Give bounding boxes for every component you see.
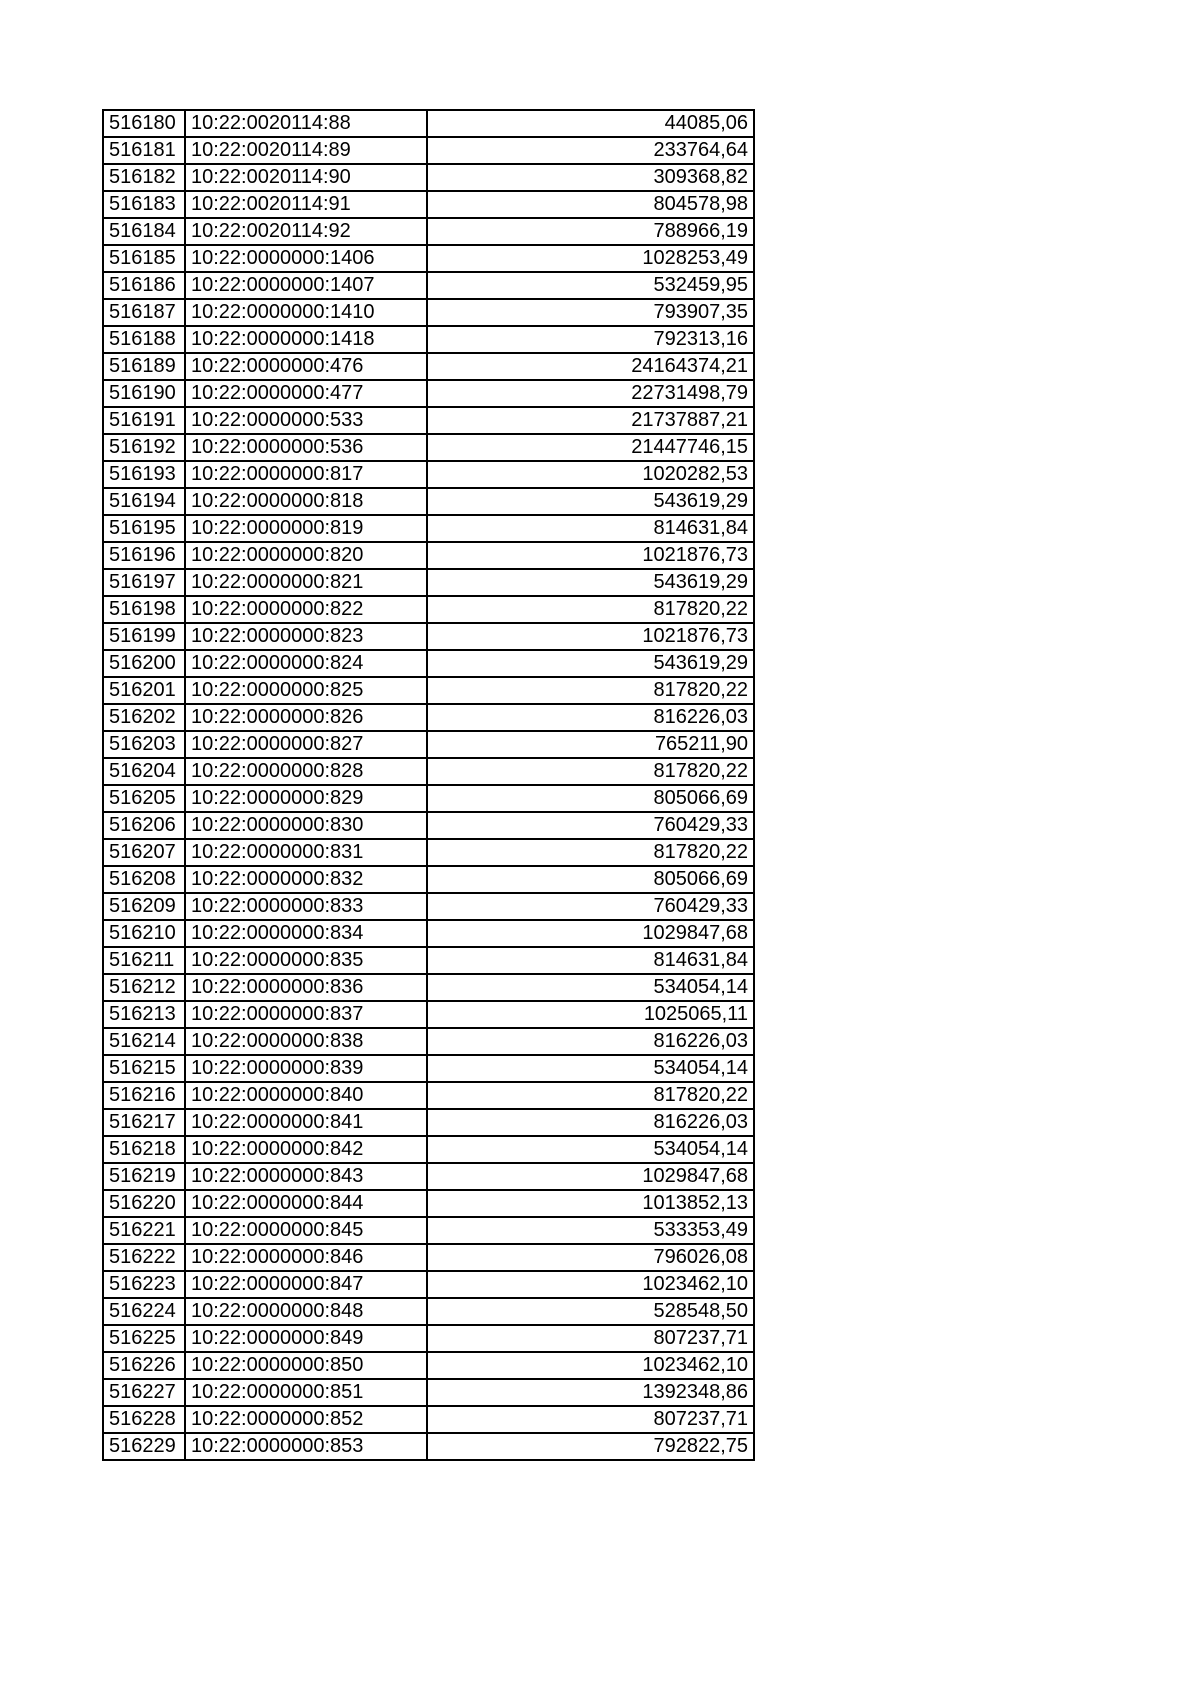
value-cell: 807237,71 [427, 1406, 754, 1433]
row-number-cell: 516181 [103, 137, 185, 164]
cadastral-number-cell: 10:22:0000000:848 [185, 1298, 427, 1325]
value-cell: 21737887,21 [427, 407, 754, 434]
cadastral-number-cell: 10:22:0000000:818 [185, 488, 427, 515]
row-number-cell: 516219 [103, 1163, 185, 1190]
table-row [103, 1298, 754, 1325]
value-cell: 817820,22 [427, 677, 754, 704]
value-cell: 816226,03 [427, 1109, 754, 1136]
value-cell: 543619,29 [427, 650, 754, 677]
table-row [103, 326, 754, 353]
cadastral-value-table [102, 109, 755, 1461]
table-row [103, 758, 754, 785]
cadastral-number-cell: 10:22:0000000:850 [185, 1352, 427, 1379]
cadastral-number-cell: 10:22:0000000:477 [185, 380, 427, 407]
row-number-cell: 516202 [103, 704, 185, 731]
table-row [103, 893, 754, 920]
value-cell: 796026,08 [427, 1244, 754, 1271]
table-row [103, 677, 754, 704]
cadastral-number-cell: 10:22:0000000:828 [185, 758, 427, 785]
cadastral-number-cell: 10:22:0000000:838 [185, 1028, 427, 1055]
row-number-cell: 516190 [103, 380, 185, 407]
row-number-cell: 516222 [103, 1244, 185, 1271]
table-row [103, 866, 754, 893]
cadastral-number-cell: 10:22:0000000:840 [185, 1082, 427, 1109]
cadastral-number-cell: 10:22:0000000:822 [185, 596, 427, 623]
value-cell: 22731498,79 [427, 380, 754, 407]
row-number-cell: 516214 [103, 1028, 185, 1055]
row-number-cell: 516209 [103, 893, 185, 920]
table-row [103, 920, 754, 947]
cadastral-number-cell: 10:22:0000000:833 [185, 893, 427, 920]
value-cell: 805066,69 [427, 866, 754, 893]
row-number-cell: 516221 [103, 1217, 185, 1244]
value-cell: 534054,14 [427, 1136, 754, 1163]
table-row [103, 218, 754, 245]
value-cell: 24164374,21 [427, 353, 754, 380]
cadastral-number-cell: 10:22:0020114:91 [185, 191, 427, 218]
row-number-cell: 516227 [103, 1379, 185, 1406]
row-number-cell: 516196 [103, 542, 185, 569]
cadastral-number-cell: 10:22:0000000:852 [185, 1406, 427, 1433]
table-row [103, 569, 754, 596]
table-row [103, 1271, 754, 1298]
table-row [103, 1433, 754, 1460]
table-row [103, 812, 754, 839]
cadastral-number-cell: 10:22:0000000:834 [185, 920, 427, 947]
table-row [103, 1055, 754, 1082]
row-number-cell: 516198 [103, 596, 185, 623]
value-cell: 760429,33 [427, 812, 754, 839]
cadastral-number-cell: 10:22:0000000:826 [185, 704, 427, 731]
value-cell: 807237,71 [427, 1325, 754, 1352]
row-number-cell: 516199 [103, 623, 185, 650]
table-row [103, 1352, 754, 1379]
value-cell: 534054,14 [427, 974, 754, 1001]
table-row [103, 1028, 754, 1055]
cadastral-number-cell: 10:22:0000000:835 [185, 947, 427, 974]
cadastral-number-cell: 10:22:0000000:837 [185, 1001, 427, 1028]
row-number-cell: 516207 [103, 839, 185, 866]
row-number-cell: 516180 [103, 110, 185, 137]
table-row [103, 731, 754, 758]
table-row [103, 1190, 754, 1217]
cadastral-number-cell: 10:22:0000000:825 [185, 677, 427, 704]
value-cell: 534054,14 [427, 1055, 754, 1082]
value-cell: 1392348,86 [427, 1379, 754, 1406]
cadastral-number-cell: 10:22:0000000:817 [185, 461, 427, 488]
table-row [103, 1109, 754, 1136]
table-row [103, 785, 754, 812]
row-number-cell: 516193 [103, 461, 185, 488]
row-number-cell: 516204 [103, 758, 185, 785]
cadastral-number-cell: 10:22:0000000:846 [185, 1244, 427, 1271]
value-cell: 1023462,10 [427, 1352, 754, 1379]
cadastral-number-cell: 10:22:0000000:845 [185, 1217, 427, 1244]
value-cell: 532459,95 [427, 272, 754, 299]
value-cell: 1029847,68 [427, 920, 754, 947]
row-number-cell: 516229 [103, 1433, 185, 1460]
value-cell: 1029847,68 [427, 1163, 754, 1190]
row-number-cell: 516205 [103, 785, 185, 812]
value-cell: 1025065,11 [427, 1001, 754, 1028]
cadastral-number-cell: 10:22:0000000:839 [185, 1055, 427, 1082]
cadastral-number-cell: 10:22:0000000:1410 [185, 299, 427, 326]
table-row [103, 947, 754, 974]
cadastral-number-cell: 10:22:0000000:836 [185, 974, 427, 1001]
cadastral-number-cell: 10:22:0000000:824 [185, 650, 427, 677]
value-cell: 1013852,13 [427, 1190, 754, 1217]
table-row [103, 1217, 754, 1244]
value-cell: 817820,22 [427, 1082, 754, 1109]
value-cell: 309368,82 [427, 164, 754, 191]
row-number-cell: 516187 [103, 299, 185, 326]
cadastral-number-cell: 10:22:0000000:1406 [185, 245, 427, 272]
cadastral-number-cell: 10:22:0000000:851 [185, 1379, 427, 1406]
value-cell: 793907,35 [427, 299, 754, 326]
table-row [103, 461, 754, 488]
row-number-cell: 516194 [103, 488, 185, 515]
table-row [103, 110, 754, 137]
value-cell: 804578,98 [427, 191, 754, 218]
value-cell: 1020282,53 [427, 461, 754, 488]
value-cell: 533353,49 [427, 1217, 754, 1244]
value-cell: 816226,03 [427, 1028, 754, 1055]
row-number-cell: 516216 [103, 1082, 185, 1109]
value-cell: 760429,33 [427, 893, 754, 920]
row-number-cell: 516226 [103, 1352, 185, 1379]
value-cell: 1028253,49 [427, 245, 754, 272]
table-row [103, 434, 754, 461]
value-cell: 1021876,73 [427, 623, 754, 650]
cadastral-number-cell: 10:22:0000000:821 [185, 569, 427, 596]
table-row [103, 974, 754, 1001]
table-row [103, 164, 754, 191]
row-number-cell: 516197 [103, 569, 185, 596]
table-row [103, 407, 754, 434]
value-cell: 1023462,10 [427, 1271, 754, 1298]
row-number-cell: 516200 [103, 650, 185, 677]
cadastral-number-cell: 10:22:0000000:847 [185, 1271, 427, 1298]
cadastral-number-cell: 10:22:0000000:1407 [185, 272, 427, 299]
cadastral-number-cell: 10:22:0020114:90 [185, 164, 427, 191]
cadastral-number-cell: 10:22:0000000:820 [185, 542, 427, 569]
table-row [103, 272, 754, 299]
row-number-cell: 516224 [103, 1298, 185, 1325]
value-cell: 814631,84 [427, 515, 754, 542]
cadastral-number-cell: 10:22:0000000:823 [185, 623, 427, 650]
table-row [103, 1082, 754, 1109]
table-row [103, 542, 754, 569]
table-body [103, 110, 754, 1460]
cadastral-number-cell: 10:22:0020114:88 [185, 110, 427, 137]
value-cell: 543619,29 [427, 569, 754, 596]
value-cell: 44085,06 [427, 110, 754, 137]
cadastral-number-cell: 10:22:0020114:92 [185, 218, 427, 245]
table-row [103, 1379, 754, 1406]
table-row [103, 596, 754, 623]
row-number-cell: 516228 [103, 1406, 185, 1433]
cadastral-number-cell: 10:22:0000000:830 [185, 812, 427, 839]
value-cell: 1021876,73 [427, 542, 754, 569]
value-cell: 21447746,15 [427, 434, 754, 461]
table-row [103, 623, 754, 650]
row-number-cell: 516188 [103, 326, 185, 353]
table-row [103, 245, 754, 272]
value-cell: 817820,22 [427, 596, 754, 623]
cadastral-number-cell: 10:22:0000000:844 [185, 1190, 427, 1217]
row-number-cell: 516192 [103, 434, 185, 461]
value-cell: 788966,19 [427, 218, 754, 245]
table-row [103, 1244, 754, 1271]
row-number-cell: 516183 [103, 191, 185, 218]
value-cell: 792313,16 [427, 326, 754, 353]
row-number-cell: 516225 [103, 1325, 185, 1352]
value-cell: 528548,50 [427, 1298, 754, 1325]
row-number-cell: 516191 [103, 407, 185, 434]
cadastral-number-cell: 10:22:0000000:849 [185, 1325, 427, 1352]
row-number-cell: 516184 [103, 218, 185, 245]
row-number-cell: 516186 [103, 272, 185, 299]
table-row [103, 137, 754, 164]
cadastral-number-cell: 10:22:0000000:819 [185, 515, 427, 542]
value-cell: 543619,29 [427, 488, 754, 515]
row-number-cell: 516182 [103, 164, 185, 191]
row-number-cell: 516210 [103, 920, 185, 947]
row-number-cell: 516201 [103, 677, 185, 704]
value-cell: 816226,03 [427, 704, 754, 731]
cadastral-number-cell: 10:22:0000000:842 [185, 1136, 427, 1163]
row-number-cell: 516212 [103, 974, 185, 1001]
table-row [103, 488, 754, 515]
cadastral-number-cell: 10:22:0020114:89 [185, 137, 427, 164]
table-row [103, 353, 754, 380]
cadastral-number-cell: 10:22:0000000:832 [185, 866, 427, 893]
row-number-cell: 516189 [103, 353, 185, 380]
table-row [103, 299, 754, 326]
cadastral-number-cell: 10:22:0000000:1418 [185, 326, 427, 353]
cadastral-number-cell: 10:22:0000000:829 [185, 785, 427, 812]
cadastral-number-cell: 10:22:0000000:476 [185, 353, 427, 380]
value-cell: 817820,22 [427, 839, 754, 866]
table-row [103, 1325, 754, 1352]
row-number-cell: 516195 [103, 515, 185, 542]
value-cell: 765211,90 [427, 731, 754, 758]
table-row [103, 191, 754, 218]
value-cell: 792822,75 [427, 1433, 754, 1460]
row-number-cell: 516203 [103, 731, 185, 758]
table-row [103, 839, 754, 866]
row-number-cell: 516215 [103, 1055, 185, 1082]
row-number-cell: 516220 [103, 1190, 185, 1217]
table-row [103, 380, 754, 407]
row-number-cell: 516213 [103, 1001, 185, 1028]
table-row [103, 650, 754, 677]
row-number-cell: 516218 [103, 1136, 185, 1163]
cadastral-number-cell: 10:22:0000000:853 [185, 1433, 427, 1460]
value-cell: 805066,69 [427, 785, 754, 812]
table-row [103, 515, 754, 542]
row-number-cell: 516206 [103, 812, 185, 839]
value-cell: 817820,22 [427, 758, 754, 785]
cadastral-number-cell: 10:22:0000000:841 [185, 1109, 427, 1136]
cadastral-number-cell: 10:22:0000000:831 [185, 839, 427, 866]
cadastral-number-cell: 10:22:0000000:536 [185, 434, 427, 461]
table-row [103, 1136, 754, 1163]
row-number-cell: 516185 [103, 245, 185, 272]
value-cell: 814631,84 [427, 947, 754, 974]
value-cell: 233764,64 [427, 137, 754, 164]
row-number-cell: 516223 [103, 1271, 185, 1298]
row-number-cell: 516211 [103, 947, 185, 974]
cadastral-number-cell: 10:22:0000000:843 [185, 1163, 427, 1190]
row-number-cell: 516208 [103, 866, 185, 893]
row-number-cell: 516217 [103, 1109, 185, 1136]
table-row [103, 1163, 754, 1190]
table-row [103, 1406, 754, 1433]
table-row [103, 1001, 754, 1028]
table-row [103, 704, 754, 731]
cadastral-number-cell: 10:22:0000000:827 [185, 731, 427, 758]
cadastral-number-cell: 10:22:0000000:533 [185, 407, 427, 434]
